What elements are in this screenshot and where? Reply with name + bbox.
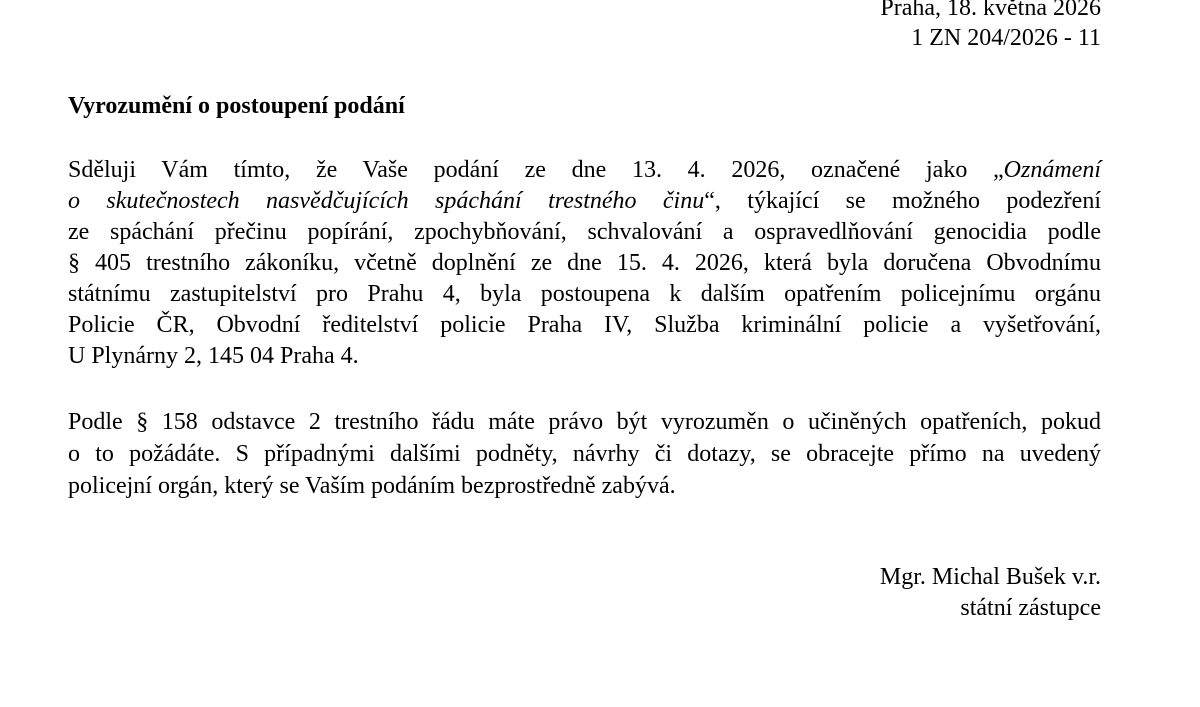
case-number: 1 ZN 204/2026 - 11 — [911, 25, 1101, 51]
signatory-title: státní zástupce — [960, 595, 1101, 621]
italic-title-run: Oznámení — [1003, 157, 1101, 183]
signatory-name: Mgr. Michal Bušek v.r. — [879, 564, 1101, 590]
italic-title-run: o skutečnostech nasvědčujících spáchání trestného činu — [68, 188, 705, 214]
paragraph-line: § 405 trestního zákoníku, včetně doplnění ze dne 15. 4. 2026, která byla doručena Obvodnímu — [68, 250, 1101, 276]
text-run: “, týkající se možného podezření — [704, 188, 1101, 214]
paragraph-line: státnímu zastupitelství pro Prahu 4, byla postoupena k dalším opatřením policejnímu orgánu — [68, 281, 1101, 307]
signature-block — [701, 562, 1101, 624]
document-header — [601, 0, 1101, 53]
paragraph-line: policejní orgán, který se Vaším podáním bezprostředně zabývá. — [68, 473, 676, 499]
paragraph-line — [68, 186, 1101, 217]
document-subject: Vyrozumění o postoupení podání — [68, 93, 405, 119]
place-date: Praha, 18. května 2026 — [880, 0, 1101, 21]
paragraph-line — [68, 155, 1101, 186]
paragraph-line: U Plynárny 2, 145 04 Praha 4. — [68, 343, 359, 369]
paragraph-notification — [68, 155, 1101, 372]
paragraph-line: Podle § 158 odstavce 2 trestního řádu máte právo být vyrozuměn o učiněných opatřeních, pokud — [68, 409, 1101, 435]
paragraph-line: Policie ČR, Obvodní ředitelství policie Praha IV, Služba kriminální policie a vyšetřování, — [68, 312, 1101, 338]
paragraph-line: ze spáchání přečinu popírání, zpochybňování, schvalování a ospravedlňování genocidia podle — [68, 219, 1101, 245]
paragraph-rights — [68, 406, 1101, 502]
text-run: Sděluji Vám tímto, že Vaše podání ze dne 13. 4. 2026, označené jako „ — [68, 157, 1004, 183]
paragraph-line: o to požádáte. S případnými dalšími podněty, návrhy či dotazy, se obracejte přímo na uvedený — [68, 441, 1101, 467]
